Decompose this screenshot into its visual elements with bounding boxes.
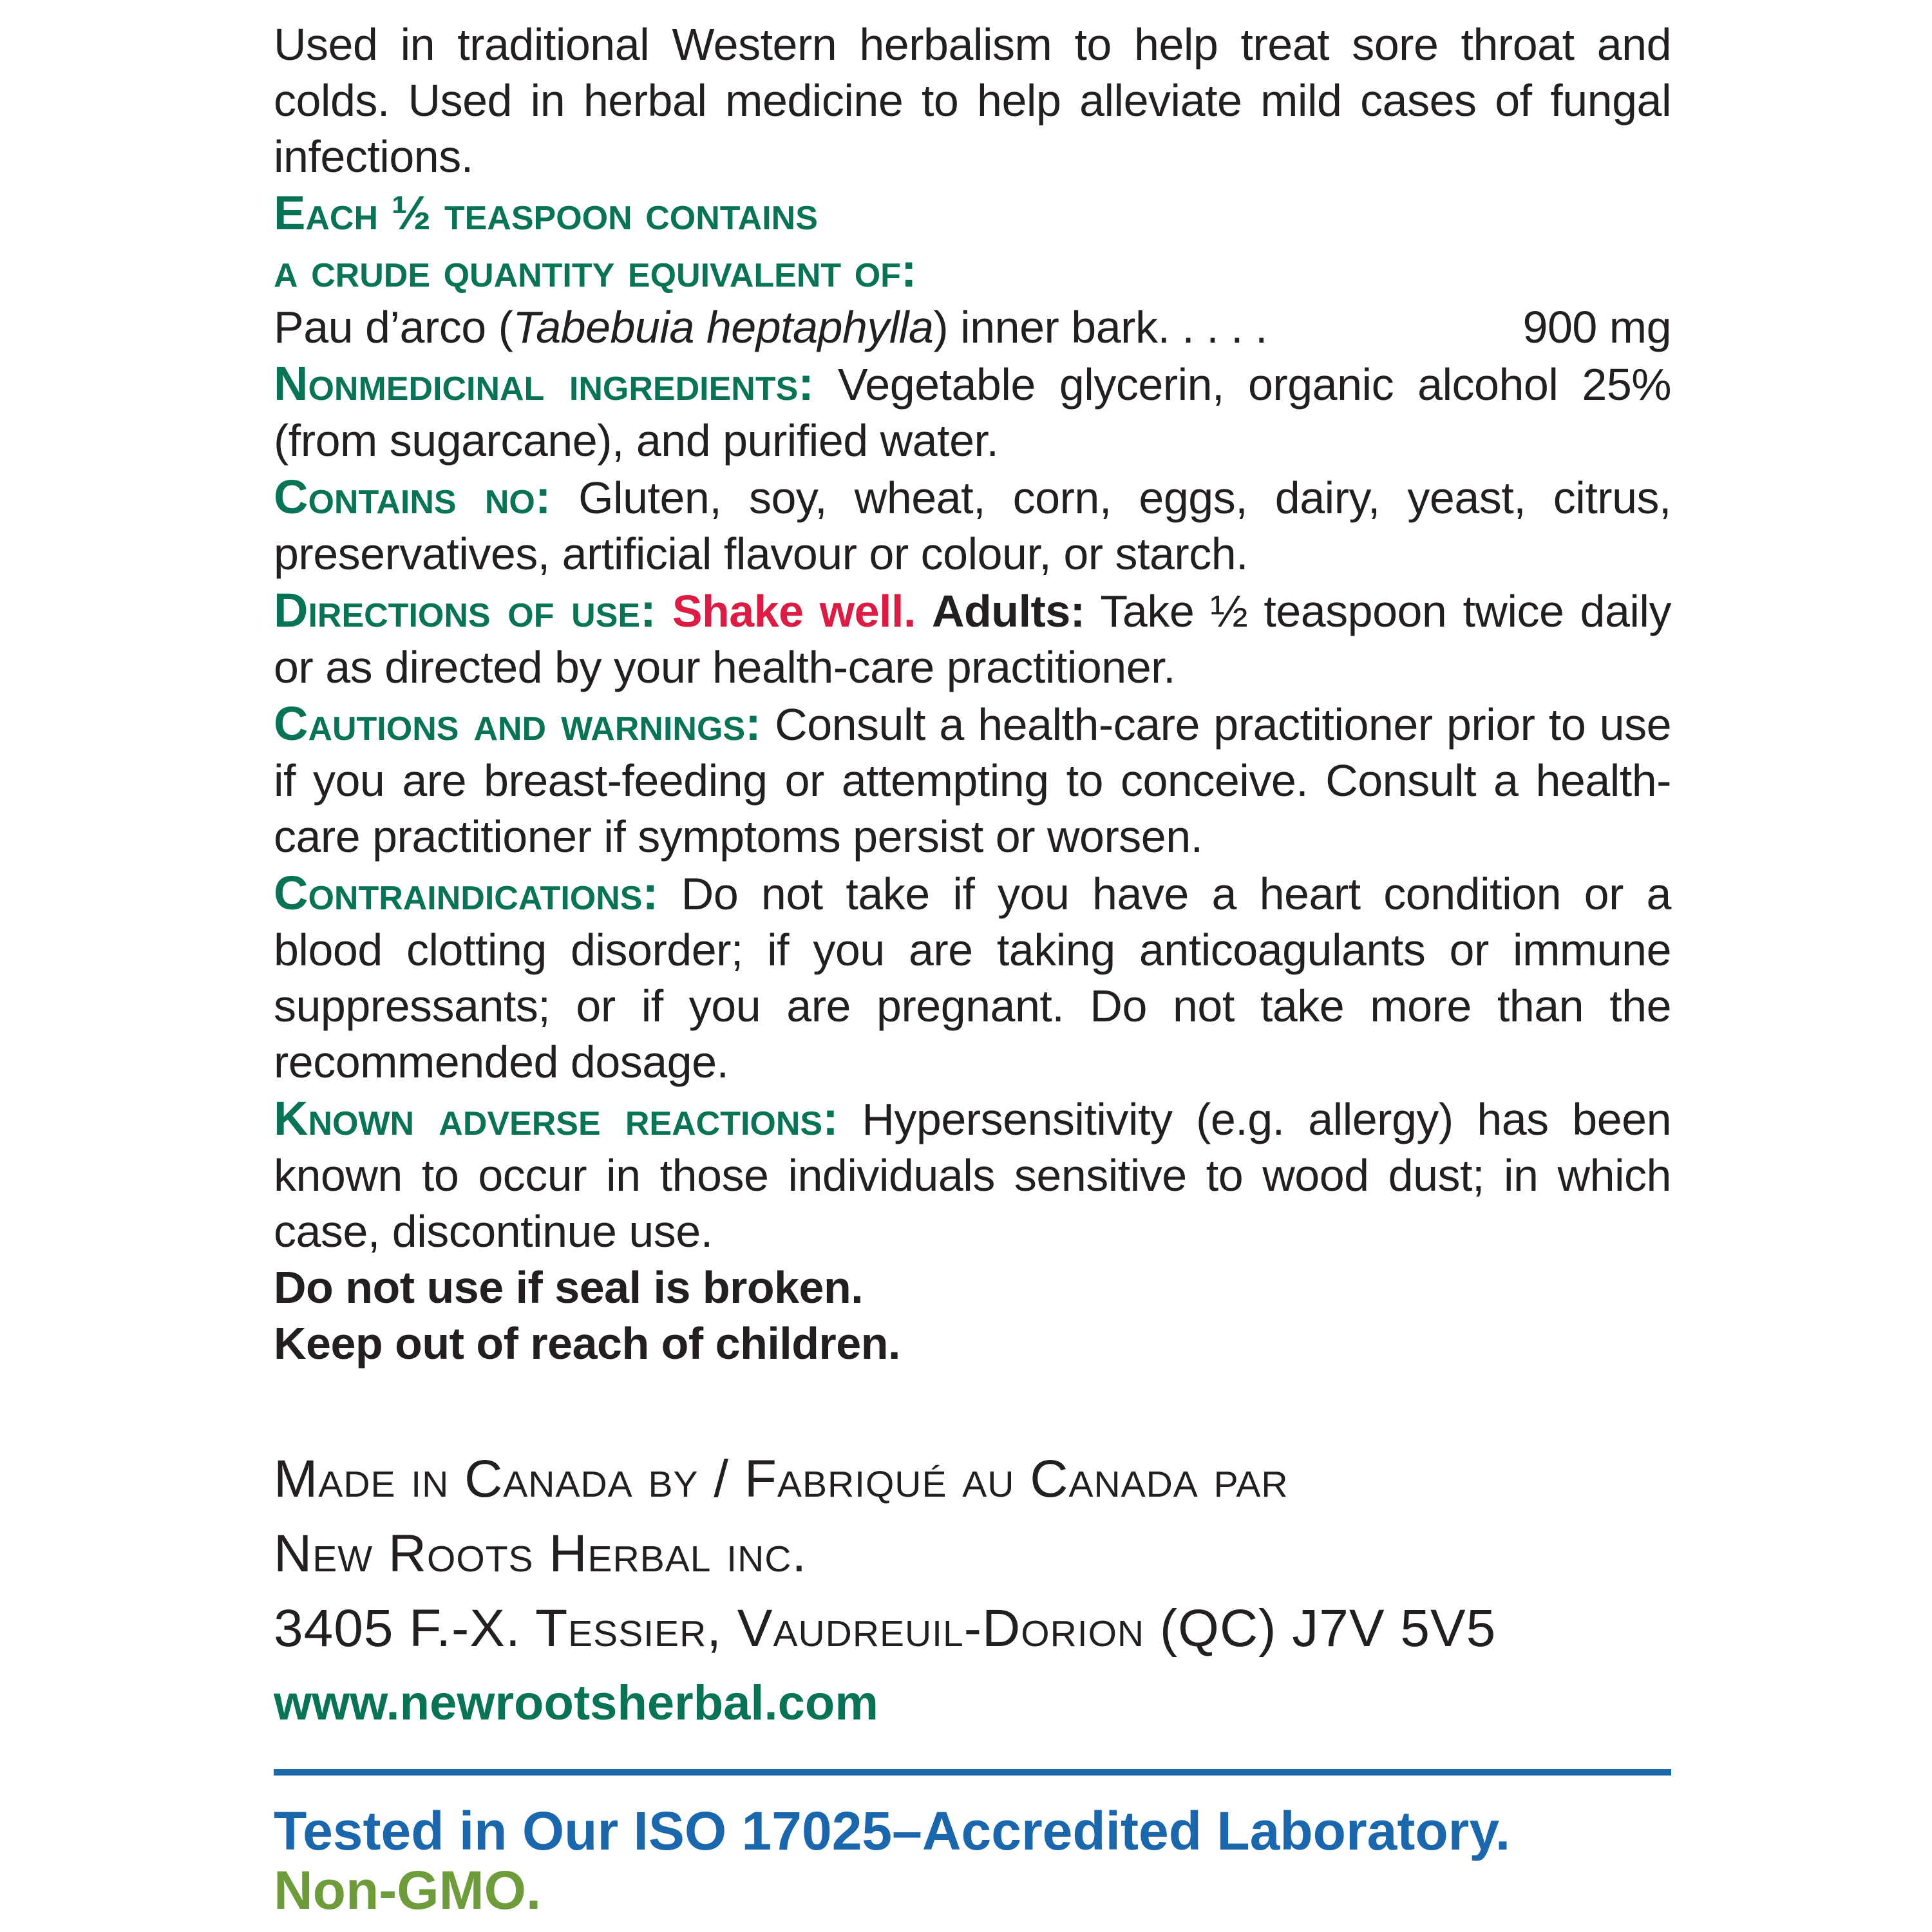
nonmedicinal-section xyxy=(274,355,1671,469)
dose-heading-text-1: Each ½ teaspoon contains xyxy=(274,186,818,240)
iso-tested-statement: Tested in Our ISO 17025–Accredited Laboratory. xyxy=(274,1801,1511,1861)
website-url: www.newrootsherbal.com xyxy=(274,1676,878,1730)
address-text: 3405 F.-X. Tessier, Vaudreuil-Dorion (QC) J7V 5V5 xyxy=(274,1599,1497,1658)
ingredient-amount: 900 mg xyxy=(1522,302,1671,352)
seal-warning: Do not use if seal is broken. xyxy=(274,1262,864,1312)
company-line xyxy=(274,1524,1671,1598)
ingredient-row xyxy=(274,299,1671,355)
manufacturer-block xyxy=(274,1449,1671,1747)
adults-label: Adults: xyxy=(932,586,1085,636)
address-line xyxy=(274,1598,1671,1673)
adverse-reactions-body: Hypersensitivity (e.g. allergy) has been known to occur in those individuals sensitive to wood dust; in which case, discontinue use. xyxy=(274,1094,1671,1256)
shake-well-text: Shake well. xyxy=(672,586,916,636)
company-text: New Roots Herbal inc. xyxy=(274,1524,808,1583)
intro-paragraph: Used in traditional Western herbalism to help treat sore throat and colds. Used in herbal medicine to help alleviate mild cases of fungal infections. xyxy=(274,19,1671,182)
nonmedicinal-body: Vegetable glycerin, organic alcohol 25% (from sugarcane), and purified water. xyxy=(274,359,1671,466)
non-gmo-statement: Non-GMO. xyxy=(274,1860,542,1920)
dot-leader: . . . . . xyxy=(1157,302,1267,352)
label-text-column xyxy=(274,17,1671,1920)
contraindications-section xyxy=(274,865,1671,1090)
adverse-reactions-section xyxy=(274,1090,1671,1260)
dose-heading-text-2: a crude quantity equivalent of: xyxy=(274,243,917,297)
ingredient-name-suffix: ) inner bark xyxy=(933,302,1158,352)
ingredient-name xyxy=(274,299,1267,355)
made-in-text: Made in Canada by / Fabriqué au Canada par xyxy=(274,1450,1289,1508)
contains-no-heading: Contains no: xyxy=(274,470,551,524)
directions-section xyxy=(274,582,1671,696)
directions-body: Take ½ teaspoon twice daily or as directed by your health-care practitioner. xyxy=(274,586,1671,692)
cautions-body: Consult a health-care practitioner prior to use if you are breast-feeding or attempting to conceive. Consult a health-care practitioner if symptoms persist or worsen. xyxy=(274,699,1671,862)
botanical-name: Tabebuia heptaphylla xyxy=(513,302,934,352)
dose-heading-line-2 xyxy=(274,242,1671,299)
made-in-line xyxy=(274,1449,1671,1524)
ingredient-name-prefix: Pau d’arco ( xyxy=(274,302,513,352)
directions-heading: Directions of use: xyxy=(274,583,656,637)
dose-heading-line-1 xyxy=(274,185,1671,242)
blue-divider-rule xyxy=(274,1769,1671,1776)
cautions-heading: Cautions and warnings: xyxy=(274,697,761,750)
contraindications-body: Do not take if you have a heart condition or a blood clotting disorder; if you are taking anticoagulants or immune suppressants; or if you are pregnant. Do not take more than the recommended dosage. xyxy=(274,869,1671,1087)
website-line xyxy=(274,1673,1671,1747)
children-warning: Keep out of reach of children. xyxy=(274,1318,900,1368)
cautions-section xyxy=(274,696,1671,865)
contains-no-body: Gluten, soy, wheat, corn, eggs, dairy, yeast, citrus, preservatives, artificial flavour or colour, or starch. xyxy=(274,473,1671,579)
contains-no-section xyxy=(274,469,1671,582)
nonmedicinal-heading: Nonmedicinal ingredients: xyxy=(274,357,814,410)
contraindications-heading: Contraindications: xyxy=(274,866,659,920)
adverse-reactions-heading: Known adverse reactions: xyxy=(274,1092,838,1145)
